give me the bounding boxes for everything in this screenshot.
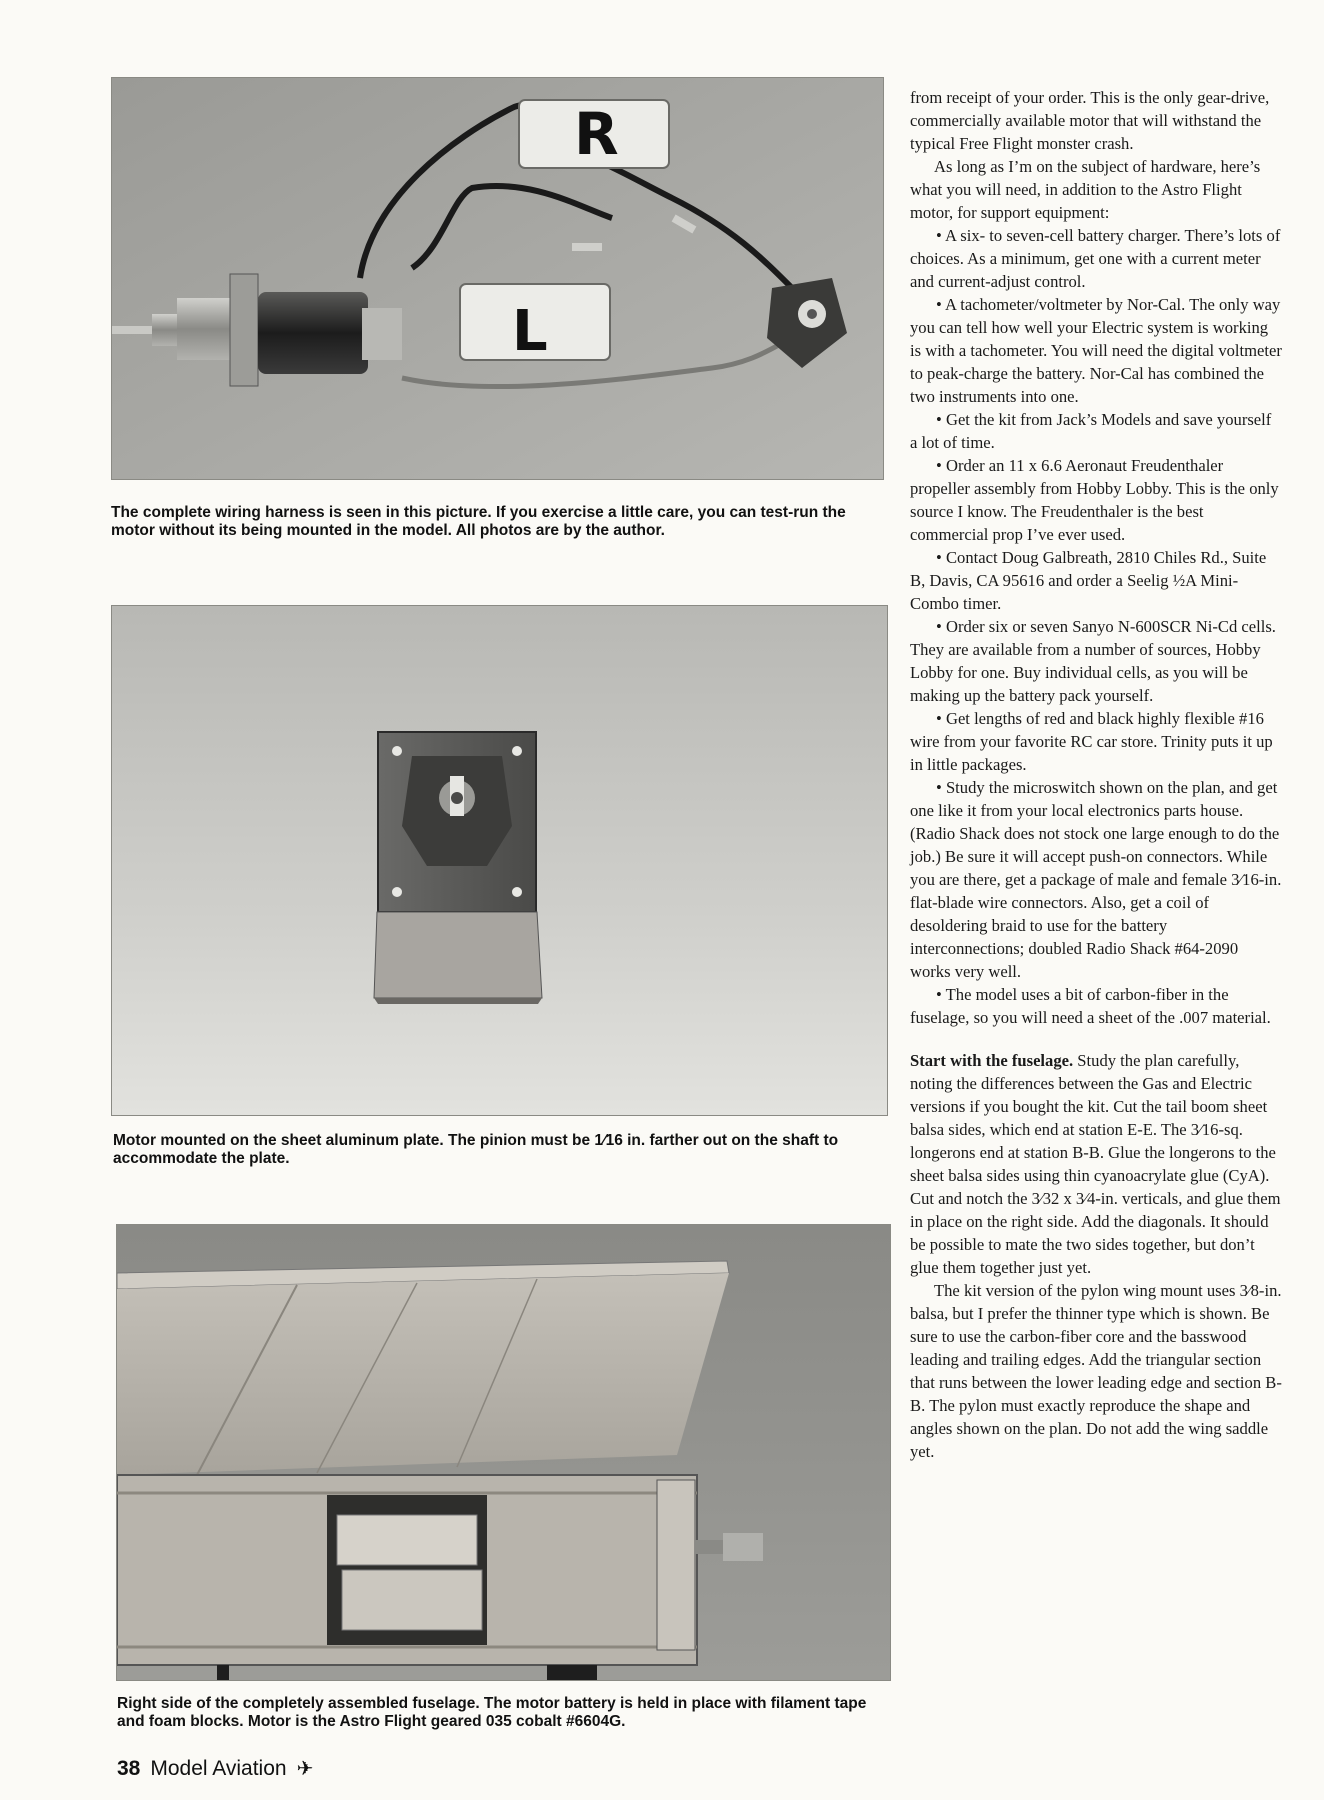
airplane-icon: ✈ [296, 1758, 314, 1780]
bullet-item: • A tachometer/voltmeter by Nor-Cal. The only way you can tell how well your Electric system is working is with a tachometer. You will need the digital voltmeter to peak-charge the battery. Nor-Cal has combined the two instruments into one. [910, 295, 1282, 406]
section-heading: Start with the fuselage. [910, 1051, 1074, 1070]
bullet-item: • The model uses a bit of carbon-fiber in the fuselage, so you will need a sheet of the .007 material. [910, 985, 1271, 1027]
caption-motor-mount: Motor mounted on the sheet aluminum plate. The pinion must be 1⁄16 in. farther out on the shaft to accommodate the plate. [113, 1132, 839, 1167]
bullet-item: • A six- to seven-cell battery charger. There’s lots of choices. As a minimum, get one with a current meter and current-adjust control. [910, 226, 1281, 291]
article-column [910, 86, 1282, 1463]
caption-fuselage: Right side of the completely assembled fuselage. The motor battery is held in place with filament tape and foam blocks. Motor is the Astro Flight geared 035 cobalt #6604G. [117, 1695, 867, 1730]
photo-fuselage [116, 1224, 891, 1681]
page-footer [117, 1756, 313, 1781]
article-paragraph: As long as I’m on the subject of hardware, here’s what you will need, in addition to the Astro Flight motor, for support equipment: [910, 157, 1261, 222]
bullet-item: • Contact Doug Galbreath, 2810 Chiles Rd., Suite B, Davis, CA 95616 and order a Seelig ½A Mini-Combo timer. [910, 548, 1267, 613]
page-number: 38 [117, 1757, 141, 1780]
bullet-item: • Get the kit from Jack’s Models and save yourself a lot of time. [910, 410, 1272, 452]
photo-motor-mount [111, 605, 888, 1116]
bullet-item: • Get lengths of red and black highly flexible #16 wire from your favorite RC car store. Trinity puts it up in little packages. [910, 709, 1273, 774]
bullet-item: • Order an 11 x 6.6 Aeronaut Freudenthaler propeller assembly from Hobby Lobby. This is the only source I know. The Freudenthaler is the best commercial prop I’ve ever used. [910, 456, 1279, 544]
article-paragraph-text: Study the plan carefully, noting the differences between the Gas and Electric versions if you bought the kit. Cut the tail boom sheet balsa sides, which end at station E-E. The 3⁄16-sq. longerons end at station B-B. Glue the longerons to the sheet balsa sides using thin cyanoacrylate glue (CyA). Cut and notch the 3⁄32 x 3⁄4-in. verticals, and glue them in place on the right side. Add the diagonals. It should be possible to mate the two sides together, but don’t glue them together just yet. [910, 1051, 1281, 1277]
magazine-title: Model Aviation [150, 1757, 287, 1780]
bullet-item: • Study the microswitch shown on the plan, and get one like it from your local electronics parts house. (Radio Shack does not stock one large enough to do the job.) Be sure it will accept push-on connectors. While you are there, get a package of male and female 3⁄16-in. flat-blade wire connectors. Also, get a coil of desoldering braid to use for the battery interconnections; doubled Radio Shack #64-2090 works very well. [910, 778, 1282, 981]
caption-wiring-harness: The complete wiring harness is seen in this picture. If you exercise a little care, you can test-run the motor without its being mounted in the model. All photos are by the author. [111, 504, 846, 539]
article-paragraph: from receipt of your order. This is the only gear-drive, commercially available motor that will withstand the typical Free Flight monster crash. [910, 88, 1270, 153]
battery-label-r: R [574, 100, 619, 168]
bullet-item: • Order six or seven Sanyo N-600SCR Ni-Cd cells. They are available from a number of sources, Hobby Lobby for one. Buy individual cells, as you will be making up the battery pack yourself. [910, 617, 1276, 705]
battery-label-l: L [512, 299, 548, 364]
photo-wiring-harness [111, 77, 884, 480]
article-paragraph: The kit version of the pylon wing mount uses 3⁄8-in. balsa, but I prefer the thinner type which is shown. Be sure to use the carbon-fiber core and the basswood leading and trailing edges. Add the triangular section that runs between the lower leading edge and section B-B. The pylon must exactly reproduce the shape and angles shown on the plan. Do not add the wing saddle yet. [910, 1281, 1282, 1461]
article-paragraph [910, 1049, 1282, 1279]
